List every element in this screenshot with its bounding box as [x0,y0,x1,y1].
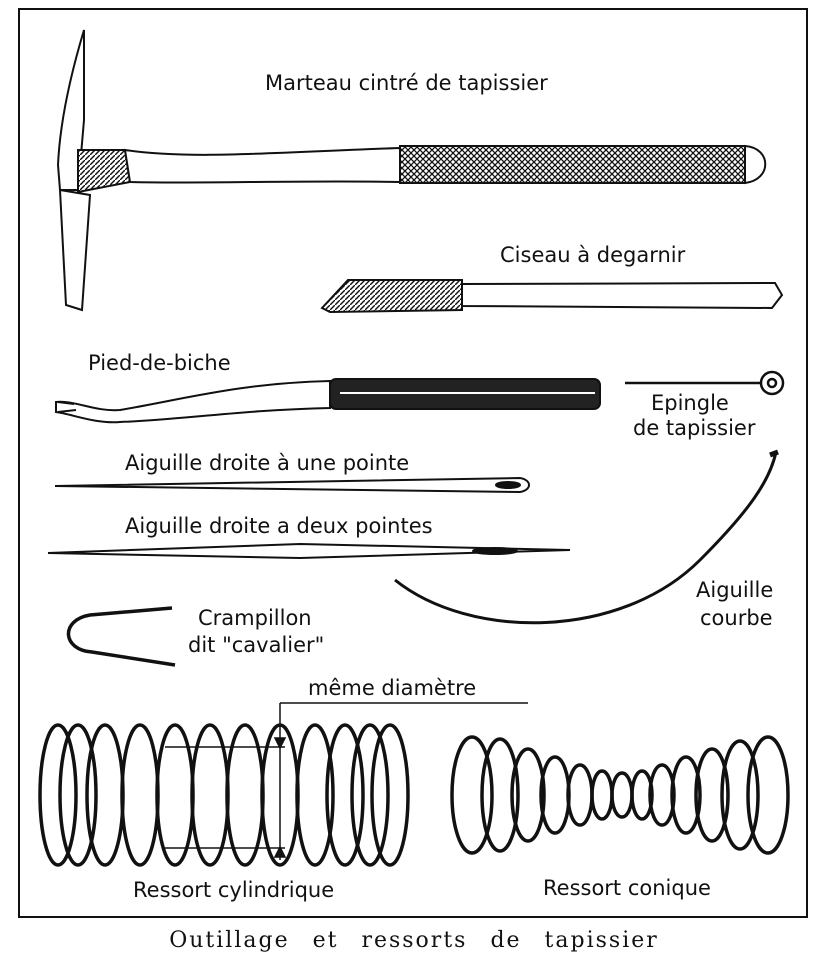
spring-coil [372,725,408,865]
label-claw: Pied-de-biche [88,351,231,375]
figure-caption: Outillage et ressorts de tapissier [169,928,659,953]
spring-coil [568,765,592,825]
label-pin-line1: Epingle [651,391,729,415]
spring-coil [352,725,388,865]
spring-coil [87,725,123,865]
label-curved-line1: Aiguille [696,578,774,602]
label-staple-line2: dit "cavalier" [188,633,325,657]
spring-coil [612,773,632,817]
staple-drawing [68,608,175,665]
cylindrical-spring-drawing [40,725,408,865]
spring-coil [40,725,76,865]
label-staple-line1: Crampillon [198,606,312,630]
claw-drawing [56,379,600,422]
needle-two-drawing [48,544,570,558]
spring-coil [157,725,193,865]
chisel-drawing [322,280,782,312]
label-needle-one: Aiguille droite à une pointe [125,451,410,475]
label-spring-cylindrical: Ressort cylindrique [133,878,335,902]
spring-coil [227,725,263,865]
spring-coil [192,725,228,865]
label-spring-conical: Ressort conique [543,876,711,900]
label-needle-two: Aiguille droite a deux pointes [125,514,433,538]
label-pin-line2: de tapissier [633,416,756,440]
spring-coil [592,771,612,819]
label-hammer: Marteau cintré de tapissier [265,71,548,95]
spring-coil [122,725,158,865]
label-chisel: Ciseau à degarnir [500,243,686,267]
spring-coil [748,737,788,853]
needle-one-drawing [55,478,529,492]
label-same-diameter: même diamètre [308,676,477,700]
conical-spring-drawing [452,737,788,853]
label-curved-line2: courbe [700,606,773,630]
